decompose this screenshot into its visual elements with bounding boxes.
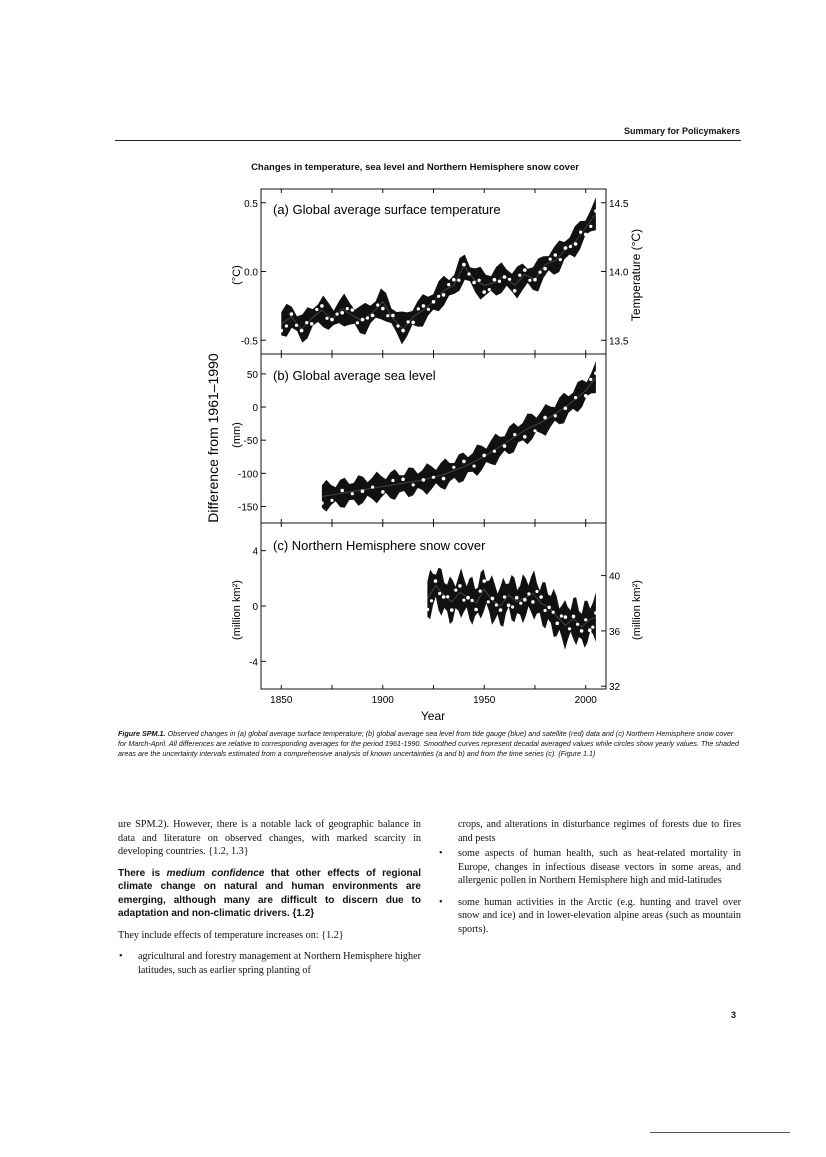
yearly-value-circle <box>426 608 430 612</box>
yearly-value-circle <box>482 579 486 583</box>
yearly-value-circle <box>498 280 501 283</box>
yearly-value-circle <box>499 608 503 612</box>
yearly-value-circle <box>503 444 507 448</box>
caption-lead: Figure SPM.1. <box>118 729 166 738</box>
yearly-value-circle <box>538 271 541 274</box>
yearly-value-circle <box>442 595 446 599</box>
yearly-value-circle <box>523 598 527 602</box>
yearly-value-circle <box>376 303 379 306</box>
yearly-value-circle <box>462 599 465 602</box>
yearly-value-circle <box>401 329 405 333</box>
panel-b-label: (b) Global average sea level <box>273 368 436 383</box>
yearly-value-circle <box>427 308 430 311</box>
yearly-value-circle <box>305 321 308 324</box>
yearly-value-circle <box>371 486 374 489</box>
key-finding-lead: There is <box>118 867 167 879</box>
shared-ylabel: Difference from 1961–1990 <box>205 353 221 523</box>
yearly-value-circle <box>315 308 318 311</box>
yearly-value-circle <box>568 627 571 630</box>
yearly-value-circle <box>554 414 557 417</box>
yearly-value-circle <box>295 324 298 327</box>
y-tick-label: -50 <box>243 436 258 448</box>
yearly-value-circle <box>493 278 497 282</box>
yearly-value-circle <box>579 231 582 234</box>
yearly-value-circle <box>527 592 530 595</box>
yearly-value-circle <box>361 318 365 322</box>
yearly-value-circle <box>539 595 543 599</box>
yearly-value-circle <box>450 608 454 612</box>
key-finding-paragraph <box>118 867 421 921</box>
yearly-value-circle <box>594 371 598 375</box>
yearly-value-circle <box>518 274 521 277</box>
y2-tick-label: 32 <box>609 682 621 694</box>
yearly-value-circle <box>457 279 460 282</box>
yearly-value-circle <box>495 603 498 606</box>
panel-a-label: (a) Global average surface temperature <box>273 202 501 217</box>
yearly-value-circle <box>462 460 466 464</box>
yearly-value-circle <box>391 314 395 318</box>
bullet-symbol: • <box>119 951 123 962</box>
yearly-value-circle <box>412 483 415 486</box>
yearly-value-circle <box>471 599 474 602</box>
y2-tick-label: 36 <box>609 626 621 638</box>
yearly-value-circle <box>547 606 551 610</box>
y-tick-label: 4 <box>252 546 258 558</box>
yearly-value-circle <box>479 590 482 593</box>
body-column-right <box>438 818 741 944</box>
yearly-value-circle <box>543 267 547 271</box>
y2-tick-label: 14.5 <box>609 198 629 210</box>
y-tick-label: -100 <box>237 469 258 481</box>
yearly-value-circle <box>336 313 339 316</box>
yearly-value-circle <box>290 312 294 316</box>
yearly-value-circle <box>458 584 462 588</box>
yearly-value-circle <box>454 589 457 592</box>
bullet-continuation: crops, and alterations in disturbance regimes of forests due to fires and pests <box>458 819 741 844</box>
yearly-value-circle <box>515 596 519 600</box>
yearly-value-circle <box>594 611 598 615</box>
yearly-value-circle <box>589 225 592 228</box>
yearly-value-circle <box>564 615 568 619</box>
yearly-value-circle <box>351 308 355 312</box>
yearly-value-circle <box>381 307 385 311</box>
yearly-value-circle <box>391 479 394 482</box>
yearly-value-circle <box>432 300 436 304</box>
y2-tick-label: 13.5 <box>609 336 629 348</box>
y2-tick-label: 40 <box>609 571 621 583</box>
footer-rule <box>650 1132 790 1133</box>
bullet-item <box>118 950 421 977</box>
yearly-value-circle <box>589 378 592 381</box>
yearly-value-circle <box>330 499 333 502</box>
yearly-value-circle <box>519 602 522 605</box>
yearly-value-circle <box>580 629 584 633</box>
yearly-value-circle <box>280 329 284 333</box>
yearly-value-circle <box>488 288 491 291</box>
bullet-item <box>438 847 741 888</box>
yearly-value-circle <box>422 304 426 308</box>
yearly-value-circle <box>325 317 328 320</box>
page-number: 3 <box>730 1010 736 1020</box>
yearly-value-circle <box>503 275 507 279</box>
yearly-value-circle <box>560 614 563 617</box>
yearly-value-circle <box>346 307 349 310</box>
key-finding-emphasis: medium confidence <box>166 867 265 879</box>
yearly-value-circle <box>572 615 576 619</box>
y-tick-label: 0 <box>252 602 258 613</box>
yearly-value-circle <box>569 245 572 248</box>
yearly-value-circle <box>493 450 496 453</box>
x-axis-label: Year <box>420 709 446 723</box>
yearly-value-circle <box>434 579 438 583</box>
bullet-text: some aspects of human health, such as heat-related mortality in Europe, changes in infectious disease vectors in some areas, and allergenic pollen in Northern Hemisphere high and mid-latitudes <box>458 848 741 886</box>
yearly-value-circle <box>452 278 456 282</box>
yearly-value-circle <box>310 322 314 326</box>
y-tick-label: -0.5 <box>240 336 258 348</box>
x-tick-label: 1900 <box>371 695 394 706</box>
yearly-value-circle <box>584 233 588 237</box>
yearly-value-circle <box>396 324 399 327</box>
yearly-value-circle <box>467 272 470 275</box>
yearly-value-circle <box>564 246 568 250</box>
yearly-value-circle <box>507 604 511 608</box>
yearly-value-circle <box>437 295 440 298</box>
y-tick-label: -150 <box>237 502 258 514</box>
yearly-value-circle <box>552 611 555 614</box>
yearly-value-circle <box>533 429 536 432</box>
yearly-value-circle <box>591 626 594 629</box>
yearly-value-circle <box>386 314 389 317</box>
bullet-text: agricultural and forestry management at Northern Hemisphere higher latitudes, such as earlier spring planting of <box>138 951 421 976</box>
y-tick-label: 0.5 <box>244 198 258 210</box>
yearly-value-circle <box>594 209 598 213</box>
x-tick-label: 2000 <box>574 695 597 706</box>
yearly-value-circle <box>407 320 410 323</box>
yearly-value-circle <box>340 311 344 315</box>
yearly-value-circle <box>466 596 470 600</box>
yearly-value-circle <box>482 290 486 294</box>
bullet-item <box>438 896 741 937</box>
y2-tick-label: 14.0 <box>609 267 629 279</box>
yearly-value-circle <box>511 605 514 608</box>
body-column-left <box>118 818 421 985</box>
yearly-value-circle <box>438 592 441 595</box>
yearly-value-circle <box>564 407 568 411</box>
y-tick-label: 0.0 <box>244 267 258 279</box>
figure-caption <box>118 729 740 760</box>
yearly-value-circle <box>285 324 288 327</box>
yearly-value-circle <box>446 595 449 598</box>
yearly-value-circle <box>330 318 334 322</box>
yearly-value-circle <box>482 454 486 458</box>
key-finding-rest: that other effects of regional climate change on natural and human environments are emerging, although many are difficult to discern due to adaptation and non-climatic drivers. {1.2} <box>118 867 421 919</box>
yearly-value-circle <box>491 597 495 601</box>
yearly-value-circle <box>531 600 535 604</box>
yearly-value-circle <box>576 623 579 626</box>
yearly-value-circle <box>422 478 426 482</box>
yearly-value-circle <box>549 258 552 261</box>
yearly-value-circle <box>411 321 415 325</box>
yearly-value-circle <box>523 268 527 272</box>
yearly-value-circle <box>503 595 506 598</box>
yearly-value-circle <box>535 590 538 593</box>
bullet-symbol: • <box>439 896 443 908</box>
yearly-value-circle <box>300 329 304 333</box>
x-tick-label: 1850 <box>270 695 293 706</box>
yearly-value-circle <box>417 307 420 310</box>
yearly-value-circle <box>584 394 588 398</box>
panel-c-unit-label: (million km²) <box>231 580 243 640</box>
yearly-value-circle <box>508 278 511 281</box>
yearly-value-circle <box>513 433 516 436</box>
yearly-value-circle <box>574 396 577 399</box>
yearly-value-circle <box>584 618 587 621</box>
bullet-text: some human activities in the Arctic (e.g. hunting and travel over snow and ice) and in lower-elevation alpine areas (such as mountain sports). <box>458 896 741 935</box>
yearly-value-circle <box>462 263 466 267</box>
panel-c-label: (c) Northern Hemisphere snow cover <box>273 538 486 553</box>
yearly-value-circle <box>559 258 562 261</box>
yearly-value-circle <box>523 435 527 439</box>
panel-b-unit-label: (mm) <box>231 422 243 448</box>
figure-chart <box>200 180 650 725</box>
yearly-value-circle <box>432 476 435 479</box>
yearly-value-circle <box>474 608 478 612</box>
yearly-value-circle <box>442 477 446 481</box>
yearly-value-circle <box>381 490 385 494</box>
yearly-value-circle <box>340 489 344 493</box>
yearly-value-circle <box>528 279 531 282</box>
y-tick-label: -4 <box>249 657 258 669</box>
yearly-value-circle <box>472 281 476 285</box>
yearly-value-circle <box>574 242 578 246</box>
header-rule <box>115 140 741 141</box>
uncertainty-band <box>281 197 596 344</box>
yearly-value-circle <box>556 622 560 626</box>
yearly-value-circle <box>442 293 446 297</box>
yearly-value-circle <box>473 465 476 468</box>
running-head: Summary for Policymakers <box>623 126 740 136</box>
yearly-value-circle <box>588 628 592 632</box>
yearly-value-circle <box>543 416 547 420</box>
uncertainty-band <box>322 361 596 511</box>
yearly-value-circle <box>478 279 481 282</box>
yearly-value-circle <box>452 466 455 469</box>
yearly-value-circle <box>351 492 354 495</box>
yearly-value-circle <box>533 278 537 282</box>
yearly-value-circle <box>320 501 324 505</box>
yearly-value-circle <box>447 283 450 286</box>
yearly-value-circle <box>487 600 490 603</box>
panel-a-unit-label: (°C) <box>231 265 243 285</box>
yearly-value-circle <box>361 489 365 493</box>
yearly-value-circle <box>554 253 558 257</box>
x-tick-label: 1950 <box>473 695 496 706</box>
yearly-value-circle <box>430 599 433 602</box>
figure-title: Changes in temperature, sea level and Northern Hemisphere snow cover <box>251 162 579 173</box>
panel-c-right-label: (million km²) <box>631 580 643 640</box>
yearly-value-circle <box>356 321 359 324</box>
yearly-value-circle <box>366 316 369 319</box>
yearly-value-circle <box>544 609 547 612</box>
body-paragraph: ure SPM.2). However, there is a notable lack of geographic balance in data and literature on observed changes, with marked scarcity in developing countries. {1.2, 1.3} <box>118 819 421 857</box>
yearly-value-circle <box>371 314 375 318</box>
y-tick-label: 50 <box>246 369 258 381</box>
body-paragraph: They include effects of temperature increases on: {1.2} <box>118 929 344 941</box>
panel-a-right-label: Temperature (°C) <box>629 228 643 322</box>
caption-text: Observed changes in (a) global average surface temperature; (b) global average sea level from tide gauge (blue) and satellite (red) data and (c) Northern Hemisphere snow cover for March-April. All differences are relative to corresponding averages for the period 1961-1990. Smoothed curves represent decadal averaged values while circles show yearly values. The shaded areas are the uncertainty intervals estimated from a comprehensive analysis of known uncertainties (a and b) and from the time series (c). {Figure 1.1} <box>118 729 739 759</box>
yearly-value-circle <box>401 478 405 482</box>
yearly-value-circle <box>320 304 324 308</box>
y-tick-label: 0 <box>252 403 258 415</box>
yearly-value-circle <box>513 289 517 293</box>
bullet-symbol: • <box>439 848 443 859</box>
